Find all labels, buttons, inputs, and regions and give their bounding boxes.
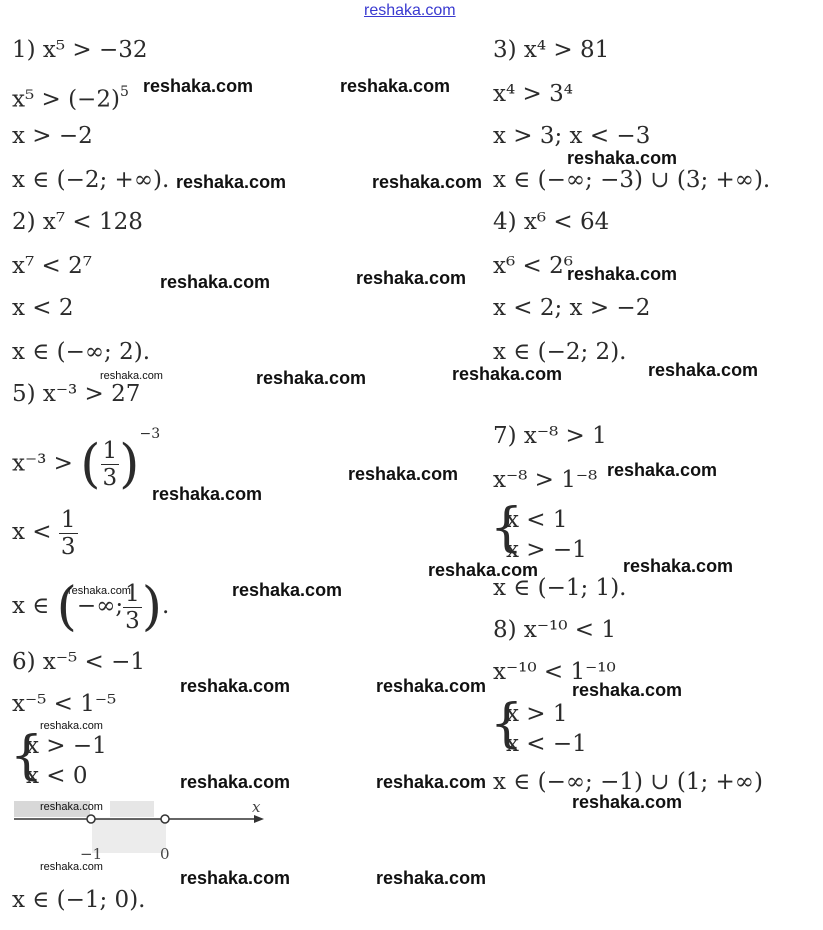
tick-label-zero: 0 [160,845,170,863]
watermark: reshaka.com [452,364,563,384]
p1-statement: 1) x⁵ > −32 [12,37,148,63]
p8-sys1: x > 1 [506,701,568,727]
p5-step2 [12,502,78,562]
watermark: reshaka.com [340,76,451,96]
p6-step1: x⁻⁵ < 1⁻⁵ [12,691,117,717]
p1-step1 [12,80,129,114]
p5-step1-exp: −3 [139,426,161,442]
watermark: reshaka.com [180,676,291,696]
watermark: reshaka.com [356,268,467,288]
p2-step1: x⁷ < 2⁷ [12,253,92,279]
p6-statement: 6) x⁻⁵ < −1 [12,649,146,675]
p5-ans-end: . [162,593,170,619]
p5-frac-num: 1 [102,438,118,465]
p5-statement: 5) x⁻³ > 27 [12,381,141,407]
p1-step2: x > −2 [12,123,93,149]
p5-step2-num: 1 [60,506,76,533]
watermark: reshaka.com [428,560,539,580]
p5-ans-num: 1 [125,580,140,607]
watermark: reshaka.com [623,556,734,576]
watermark: reshaka.com [567,148,678,168]
p1-answer: x ∈ (−2; +∞). [12,167,170,193]
p1-step1-exp: 5 [119,84,129,100]
watermark: reshaka.com [152,484,263,504]
p5-step2-fraction [59,507,78,560]
p6-system-brace: { [10,726,44,786]
watermark: reshaka.com [376,868,487,888]
watermark: reshaka.com [376,772,487,792]
p7-sys1: x < 1 [506,507,568,533]
watermark: reshaka.com [160,272,271,292]
p7-step1: x⁻⁸ > 1⁻⁸ [493,467,598,493]
watermark: reshaka.com [607,460,718,480]
p5-left-paren: ( [80,434,101,495]
point-zero [161,815,169,823]
watermark-small: reshaka.com [68,585,131,597]
watermark: reshaka.com [256,368,367,388]
watermark: reshaka.com [143,76,254,96]
watermark: reshaka.com [372,172,483,192]
watermark: reshaka.com [376,676,487,696]
shade-mid [110,801,154,817]
p7-statement: 7) x⁻⁸ > 1 [493,423,607,449]
p8-system-brace: { [490,694,524,754]
p5-answer-lhs: x ∈ [12,593,50,619]
shade-bottom [92,819,166,853]
watermark: reshaka.com [648,360,759,380]
p5-step2-lhs: x < [12,519,52,545]
watermark: reshaka.com [176,172,287,192]
tick-label-minus-one: −1 [80,845,103,863]
watermark: reshaka.com [348,464,459,484]
p1-step1-text: x⁵ > (−2) [12,86,120,113]
p5-step1-lhs: x⁻³ > [12,450,73,477]
watermark-small: reshaka.com [100,370,163,382]
p7-system-brace: { [490,498,524,558]
p5-step1 [12,428,160,495]
watermark-small: reshaka.com [40,801,103,813]
p5-fraction [101,438,120,491]
p5-ans-inner: −∞; [76,593,124,619]
p3-statement: 3) x⁴ > 81 [493,37,610,63]
watermark-small: reshaka.com [40,861,103,873]
axis-arrow [254,815,264,823]
watermark: reshaka.com [572,680,683,700]
watermark: reshaka.com [180,772,291,792]
p5-ans-right-paren: ) [141,577,163,637]
p5-right-paren: ) [119,434,140,495]
p8-statement: 8) x⁻¹⁰ < 1 [493,617,616,643]
point-minus-one [87,815,95,823]
p8-step1: x⁻¹⁰ < 1⁻¹⁰ [493,659,616,685]
p5-ans-left-paren: ( [56,577,77,637]
p8-sys2: x < −1 [506,731,587,757]
watermark: reshaka.com [567,264,678,284]
watermark: reshaka.com [232,580,343,600]
p3-answer: x ∈ (−∞; −3) ∪ (3; +∞). [493,167,771,193]
p3-step2: x > 3; x < −3 [493,123,651,149]
p6-answer: x ∈ (−1; 0). [12,887,146,913]
p4-answer: x ∈ (−2; 2). [493,339,627,365]
p6-sys1: x > −1 [26,733,107,759]
p5-frac-den: 3 [102,465,118,492]
p2-answer: x ∈ (−∞; 2). [12,339,150,365]
p7-sys2: x > −1 [506,537,587,563]
p2-statement: 2) x⁷ < 128 [12,209,143,235]
p3-step1: x⁴ > 3⁴ [493,81,573,107]
top-watermark-link[interactable]: reshaka.com [364,2,456,19]
p7-answer: x ∈ (−1; 1). [493,575,627,601]
p4-statement: 4) x⁶ < 64 [493,209,610,235]
watermark-small: reshaka.com [40,720,103,732]
watermark: reshaka.com [572,792,683,812]
p2-step2: x < 2 [12,295,74,321]
p5-step2-den: 3 [60,533,76,560]
axis-x-label: x [252,798,261,816]
p6-sys2: x < 0 [26,763,88,789]
p4-step1: x⁶ < 2⁶ [493,253,573,279]
p5-ans-den: 3 [125,607,140,634]
p8-answer: x ∈ (−∞; −1) ∪ (1; +∞) [493,769,763,795]
p4-step2: x < 2; x > −2 [493,295,651,321]
watermark: reshaka.com [180,868,291,888]
